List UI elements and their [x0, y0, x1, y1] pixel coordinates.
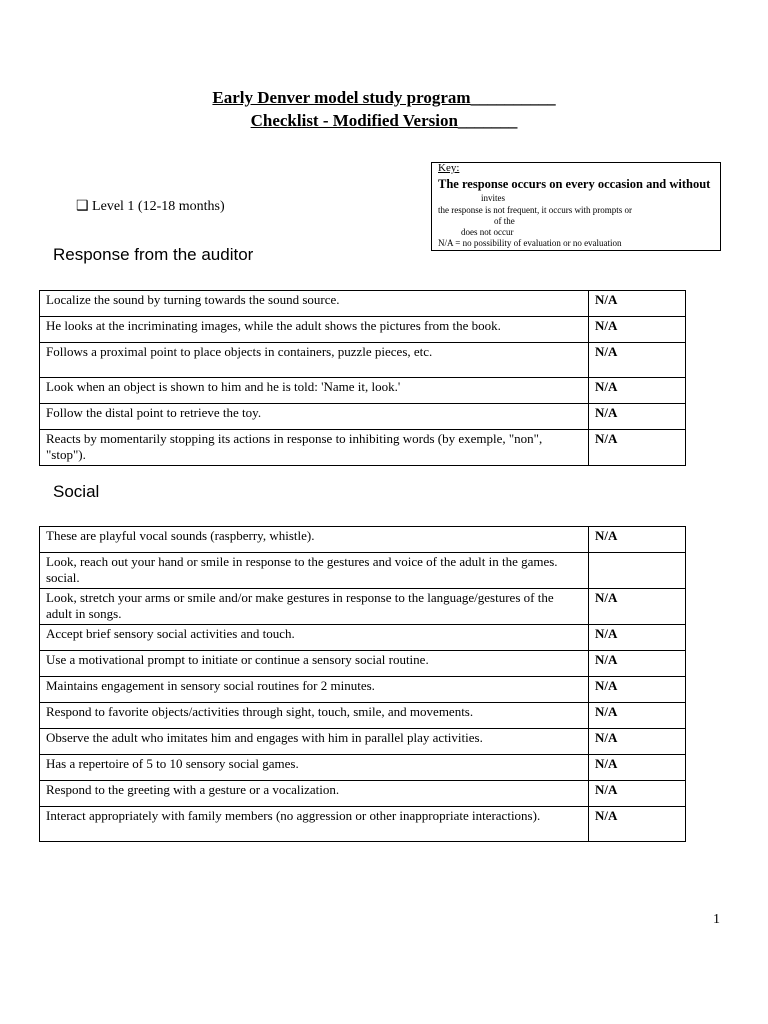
item-text: Follows a proximal point to place objects in containers, puzzle pieces, etc.: [40, 343, 589, 378]
table-row: [40, 291, 686, 317]
item-value: N/A: [589, 625, 686, 651]
item-text: Reacts by momentarily stopping its actions in response to inhibiting words (by exemple, "non", "stop").: [40, 430, 589, 466]
item-value: N/A: [589, 404, 686, 430]
item-value: N/A: [589, 729, 686, 755]
table-row: [40, 703, 686, 729]
table-row: [40, 317, 686, 343]
auditor-checklist-table: [39, 290, 686, 466]
item-value: N/A: [589, 343, 686, 378]
item-text: Accept brief sensory social activities and touch.: [40, 625, 589, 651]
table-row: [40, 404, 686, 430]
item-text: Has a repertoire of 5 to 10 sensory social games.: [40, 755, 589, 781]
item-text: Look when an object is shown to him and he is told: 'Name it, look.': [40, 378, 589, 404]
item-value: N/A: [589, 527, 686, 553]
table-row: [40, 755, 686, 781]
item-text: Look, reach out your hand or smile in response to the gestures and voice of the adult in the games. social.: [40, 553, 589, 589]
item-text: Localize the sound by turning towards the sound source.: [40, 291, 589, 317]
key-line-prompts: the response is not frequent, it occurs with prompts or: [438, 205, 632, 215]
key-line-not-occur: does not occur: [461, 227, 514, 237]
level-label: ❑ Level 1 (12-18 months): [76, 199, 225, 214]
section-title-auditor: Response from the auditor: [53, 245, 254, 264]
social-checklist-table: [39, 526, 686, 842]
page-number: 1: [713, 912, 720, 927]
item-text: Maintains engagement in sensory social routines for 2 minutes.: [40, 677, 589, 703]
item-text: He looks at the incriminating images, while the adult shows the pictures from the book.: [40, 317, 589, 343]
document-title: Early Denver model study program__________: [212, 88, 556, 107]
table-row: [40, 677, 686, 703]
table-row: [40, 625, 686, 651]
key-label: Key:: [438, 162, 460, 174]
item-value: N/A: [589, 589, 686, 625]
table-row: [40, 343, 686, 378]
item-value: [589, 553, 686, 589]
item-value: N/A: [589, 807, 686, 842]
item-value: N/A: [589, 291, 686, 317]
table-row: [40, 553, 686, 589]
table-row: [40, 430, 686, 466]
item-value: N/A: [589, 430, 686, 466]
item-text: Use a motivational prompt to initiate or continue a sensory social routine.: [40, 651, 589, 677]
item-text: Look, stretch your arms or smile and/or make gestures in response to the language/gestures of the adult in songs.: [40, 589, 589, 625]
item-text: Observe the adult who imitates him and engages with him in parallel play activities.: [40, 729, 589, 755]
item-value: N/A: [589, 317, 686, 343]
key-line-always: The response occurs on every occasion and without: [438, 177, 711, 191]
table-row: [40, 651, 686, 677]
item-text: Follow the distal point to retrieve the toy.: [40, 404, 589, 430]
item-value: N/A: [589, 651, 686, 677]
table-row: [40, 729, 686, 755]
item-value: N/A: [589, 781, 686, 807]
item-text: These are playful vocal sounds (raspberry, whistle).: [40, 527, 589, 553]
table-row: [40, 781, 686, 807]
document-subtitle: Checklist - Modified Version_______: [250, 111, 518, 130]
item-text: Respond to the greeting with a gesture or a vocalization.: [40, 781, 589, 807]
table-row: [40, 589, 686, 625]
item-text: Respond to favorite objects/activities through sight, touch, smile, and movements.: [40, 703, 589, 729]
table-row: [40, 378, 686, 404]
item-value: N/A: [589, 703, 686, 729]
table-row: [40, 527, 686, 553]
item-value: N/A: [589, 755, 686, 781]
item-text: Interact appropriately with family members (no aggression or other inappropriate interactions).: [40, 807, 589, 842]
item-value: N/A: [589, 378, 686, 404]
item-value: N/A: [589, 677, 686, 703]
key-line-invites: invites: [481, 193, 505, 203]
key-line-of-the: of the: [494, 216, 515, 226]
table-row: [40, 807, 686, 842]
section-title-social: Social: [53, 482, 100, 501]
key-line-na: N/A = no possibility of evaluation or no evaluation: [438, 238, 622, 248]
